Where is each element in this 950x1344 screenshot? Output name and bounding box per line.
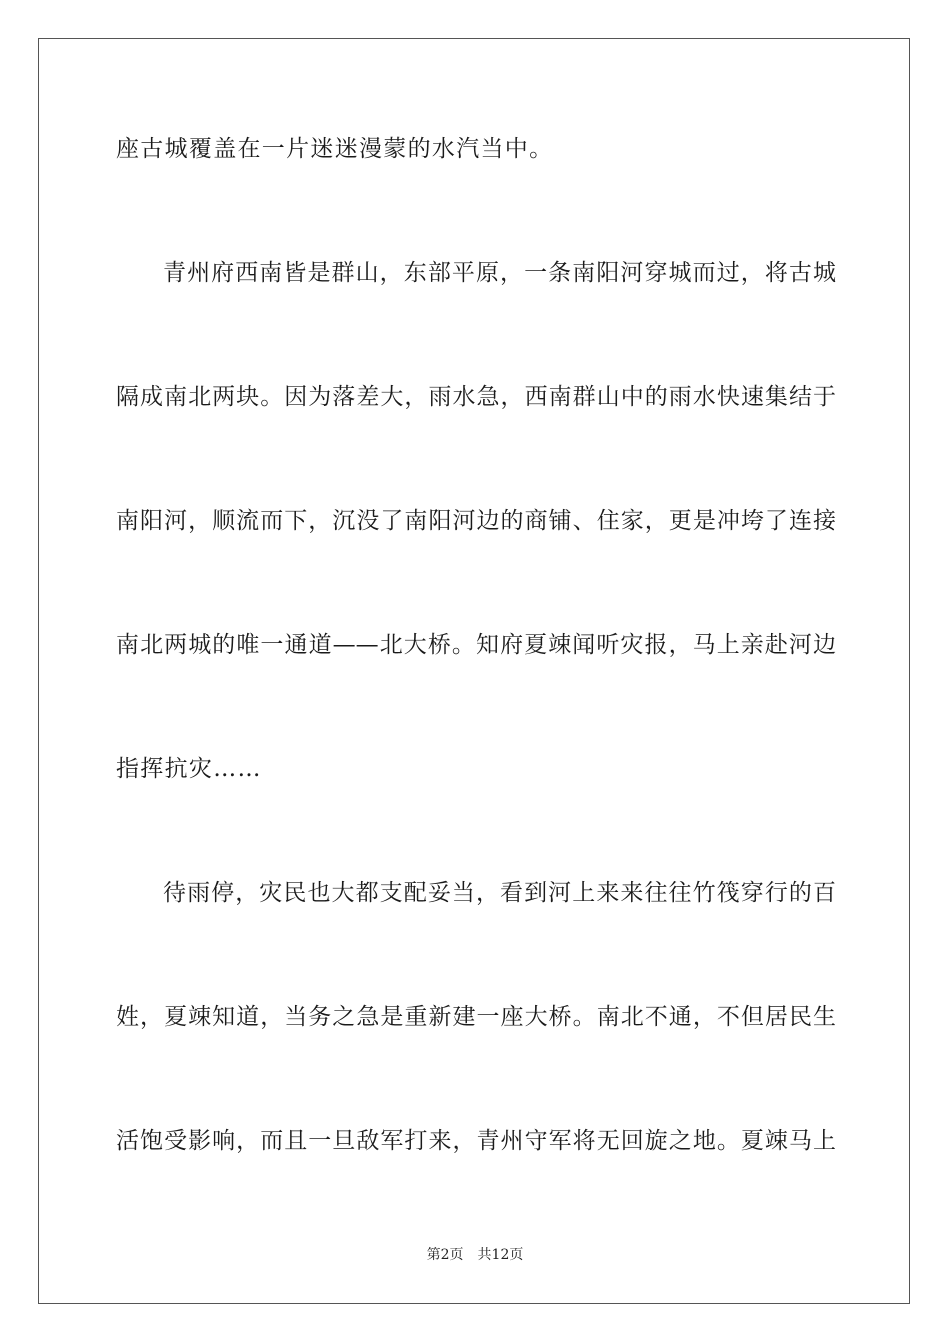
text-line-5: 南北两城的唯一通道——北大桥。知府夏竦闻听灾报，马上亲赴河边 bbox=[116, 632, 836, 658]
text-line-2: 青州府西南皆是群山，东部平原，一条南阳河穿城而过，将古城 bbox=[163, 260, 836, 286]
page-border bbox=[38, 38, 910, 1304]
text-line-7: 待雨停，灾民也大都支配妥当，看到河上来来往往竹筏穿行的百 bbox=[163, 880, 836, 906]
text-line-6: 指挥抗灾…… bbox=[116, 756, 262, 782]
text-line-9: 活饱受影响，而且一旦敌军打来，青州守军将无回旋之地。夏竦马上 bbox=[116, 1128, 836, 1154]
text-line-3: 隔成南北两块。因为落差大，雨水急，西南群山中的雨水快速集结于 bbox=[116, 384, 836, 410]
text-line-4: 南阳河，顺流而下，沉没了南阳河边的商铺、住家，更是冲垮了连接 bbox=[116, 508, 836, 534]
page-number-footer: 第2页 共12页 bbox=[426, 1247, 524, 1263]
text-line-1: 座古城覆盖在一片迷迷漫蒙的水汽当中。 bbox=[116, 136, 554, 162]
text-line-8: 姓，夏竦知道，当务之急是重新建一座大桥。南北不通，不但居民生 bbox=[116, 1004, 836, 1030]
